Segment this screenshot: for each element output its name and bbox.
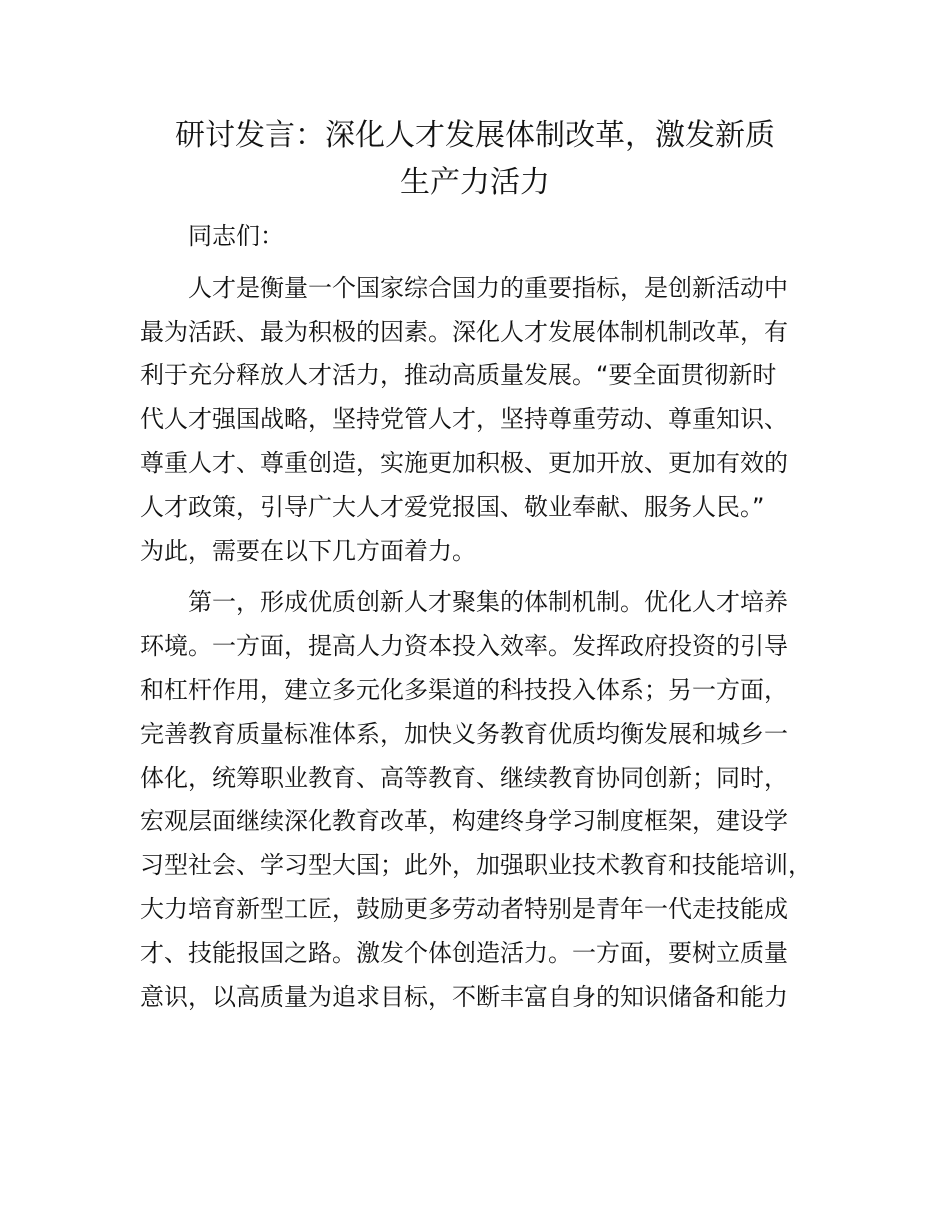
document-title bbox=[140, 112, 810, 206]
paragraph-line: 体化，统筹职业教育、高等教育、继续教育协同创新；同时， bbox=[140, 763, 788, 792]
paragraph-line: 最为活跃、最为积极的因素。深化人才发展体制机制改革，有 bbox=[140, 317, 788, 346]
paragraph-2 bbox=[140, 581, 830, 1019]
paragraph-line: 人才政策，引导广大人才爱党报国、敬业奉献、服务人民。” bbox=[140, 492, 765, 521]
paragraph-line: 习型社会、学习型大国；此外，加强职业技术教育和技能培训， bbox=[140, 851, 812, 880]
paragraph-1 bbox=[140, 267, 830, 574]
paragraph-line: 完善教育质量标准体系，加快义务教育优质均衡发展和城乡一 bbox=[140, 719, 788, 748]
paragraph-line: 利于充分释放人才活力，推动高质量发展。“要全面贯彻新时 bbox=[140, 361, 777, 390]
paragraph-line: 尊重人才、尊重创造，实施更加积极、更加开放、更加有效的 bbox=[140, 448, 788, 477]
paragraph-line: 为此，需要在以下几方面着力。 bbox=[140, 536, 476, 565]
title-line: 研讨发言：深化人才发展体制改革，激发新质 bbox=[175, 118, 775, 153]
document-body bbox=[140, 215, 830, 1019]
paragraph-line: 宏观层面继续深化教育改革，构建终身学习制度框架，建设学 bbox=[140, 807, 788, 836]
paragraph-line: 和杠杆作用，建立多元化多渠道的科技投入体系；另一方面， bbox=[140, 675, 788, 704]
paragraph-line: 大力培育新型工匠，鼓励更多劳动者特别是青年一代走技能成 bbox=[140, 894, 788, 923]
paragraph-line: 代人才强国战略，坚持党管人才，坚持尊重劳动、尊重知识、 bbox=[140, 405, 788, 434]
paragraph-line: 才、技能报国之路。激发个体创造活力。一方面，要树立质量 bbox=[140, 938, 788, 967]
paragraph-line: 环境。一方面，提高人力资本投入效率。发挥政府投资的引导 bbox=[140, 632, 788, 661]
paragraph-line: 意识，以高质量为追求目标，不断丰富自身的知识储备和能力 bbox=[140, 982, 788, 1011]
salutation: 同志们： bbox=[188, 222, 284, 250]
paragraph-line: 人才是衡量一个国家综合国力的重要指标，是创新活动中 bbox=[188, 273, 788, 302]
title-line: 生产力活力 bbox=[400, 165, 550, 200]
paragraph-line: 第一，形成优质创新人才聚集的体制机制。优化人才培养 bbox=[188, 588, 788, 617]
